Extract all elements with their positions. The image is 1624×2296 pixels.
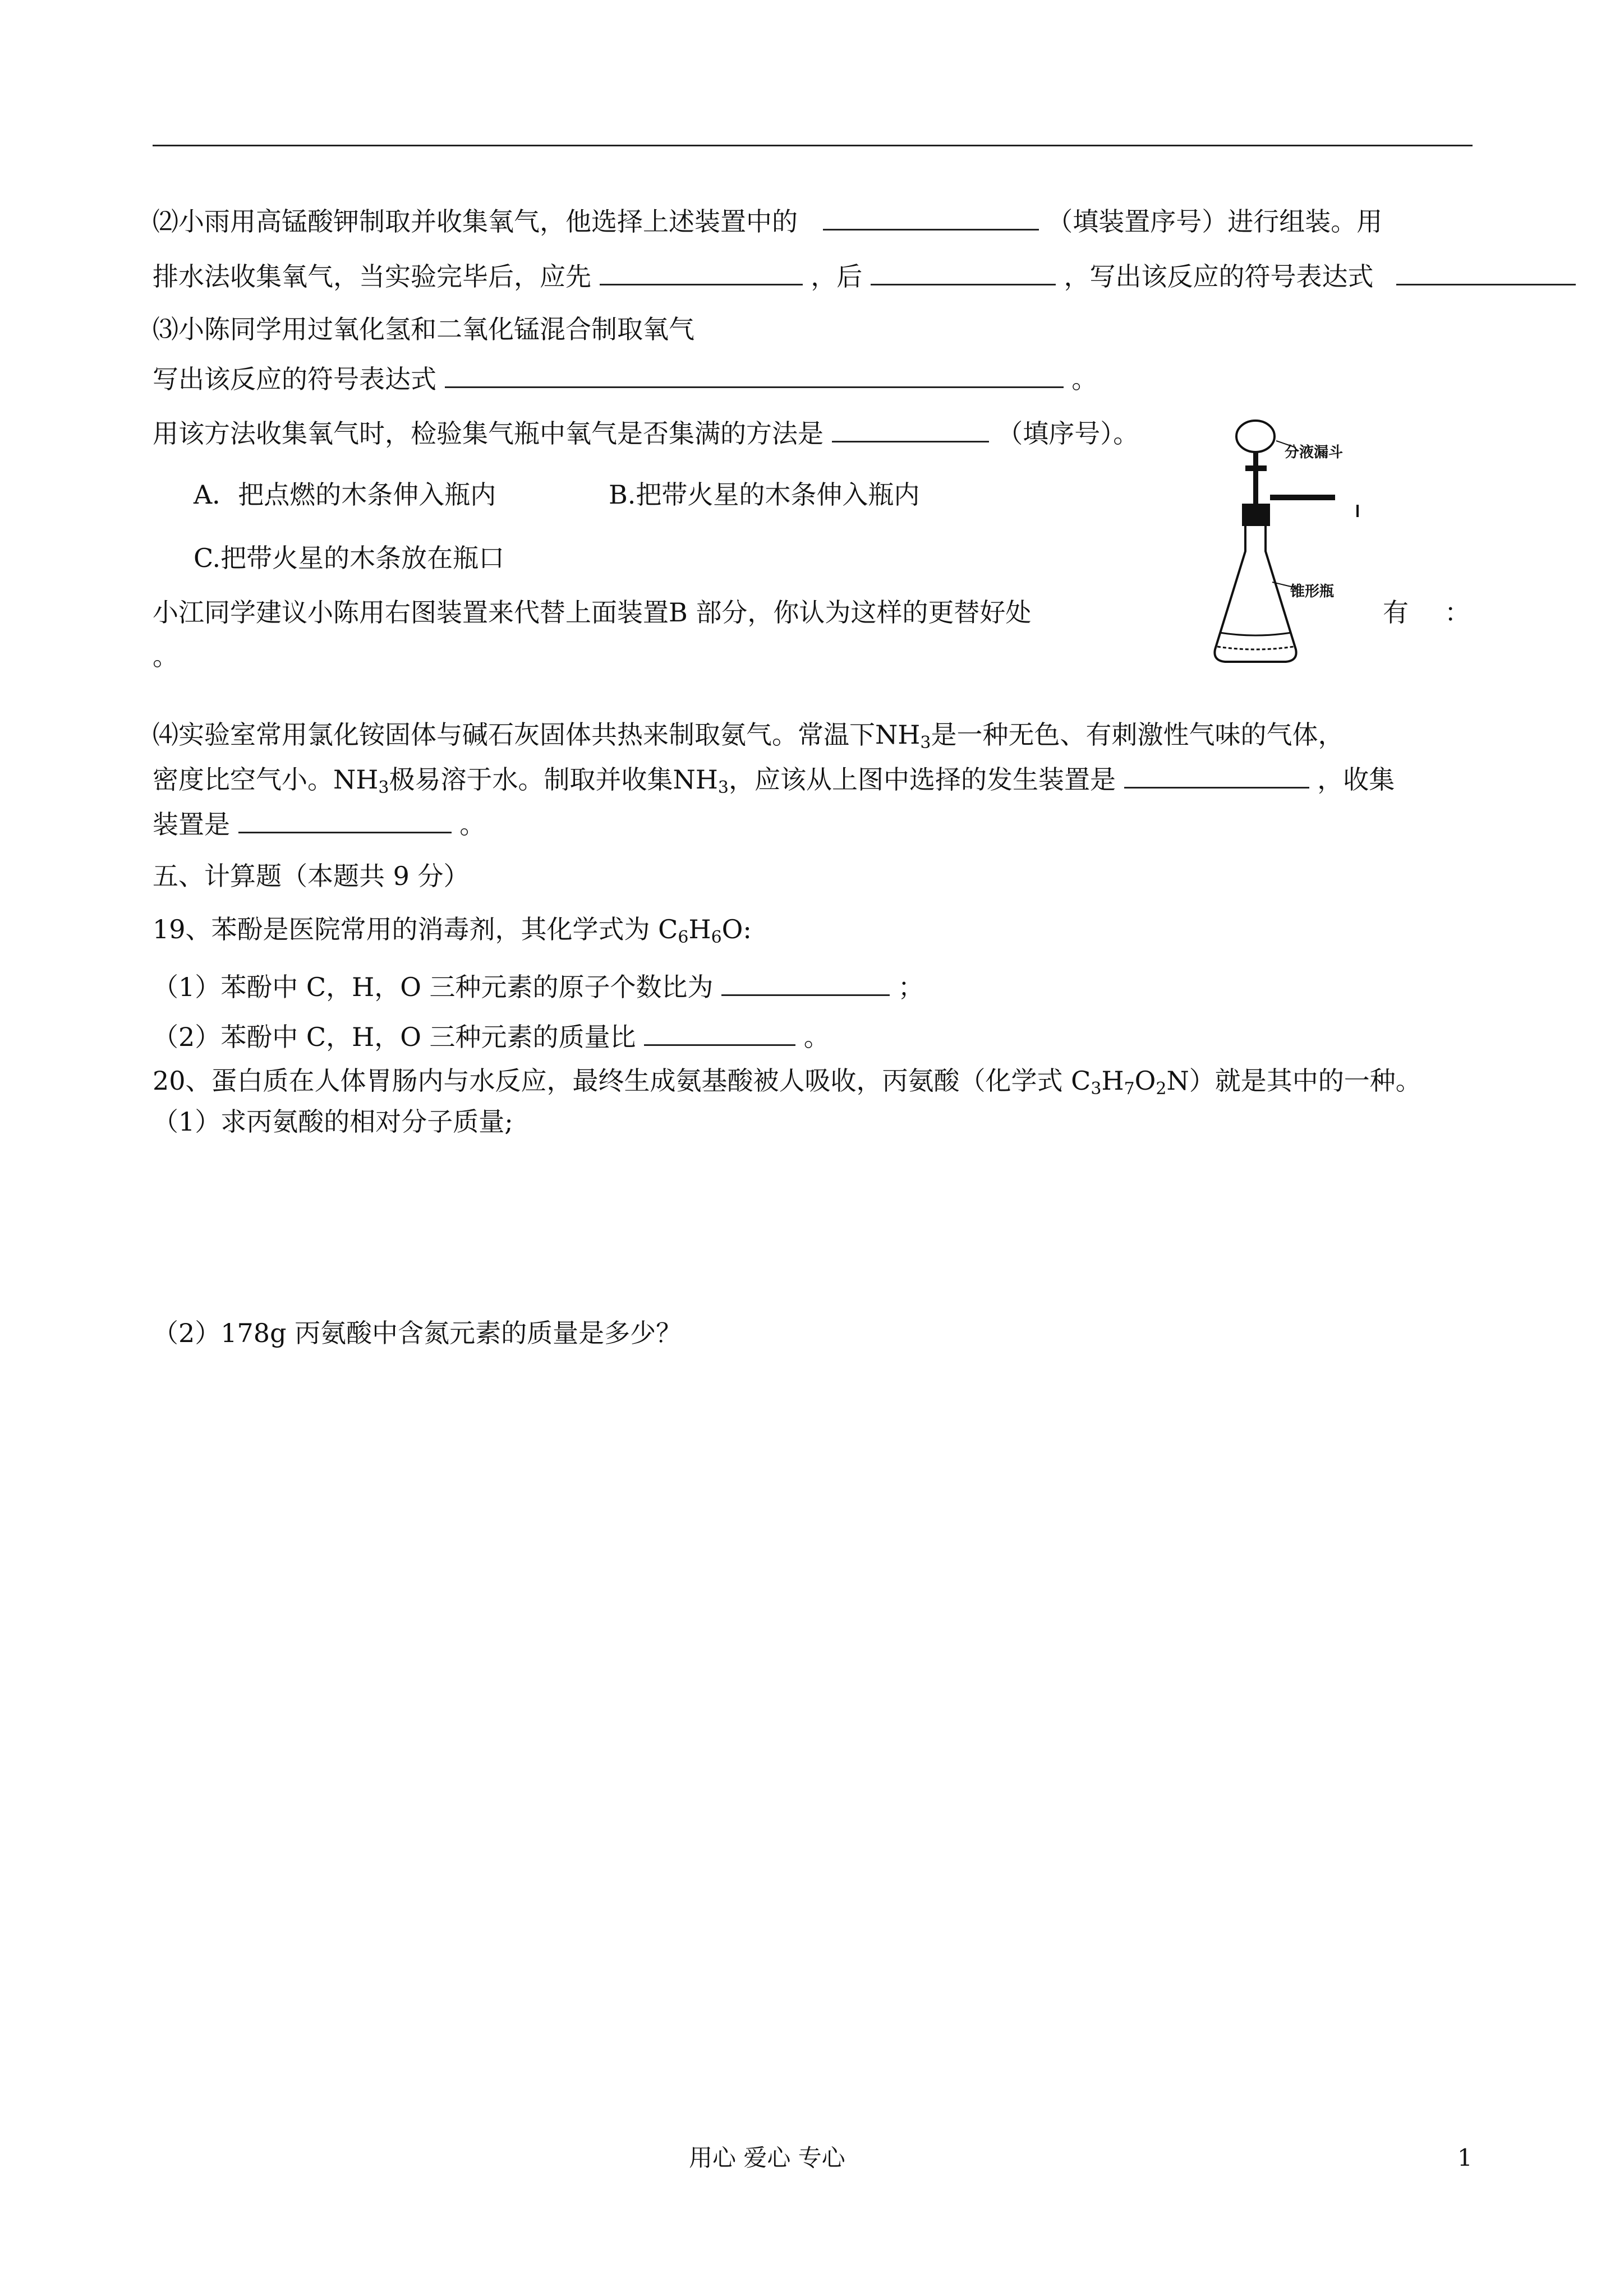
q2-text-2a: 排水法收集氧气，当实验完毕后，应先 [153,261,591,292]
q4-subscript-a: 3 [378,778,389,797]
q2-line-1 [153,203,1382,238]
label-separatory-funnel: 分液漏斗 [1285,444,1344,461]
q3-text-2b: 。 [1071,364,1098,394]
q20-sub-c: 3 [1091,1079,1102,1099]
q2-text-2c: ，写出该反应的符号表达式 [1064,261,1374,292]
q3-line-3 [153,415,1139,450]
q4-line-2 [153,761,1395,796]
q4-text-2d: ，收集 [1317,764,1395,795]
footer-motto: 用心 爱心 专心 [689,2144,845,2171]
apparatus-figure [1206,414,1397,672]
q3-line-6: 。 [153,641,178,671]
q19-stem [153,912,752,946]
q19-h: H [688,914,711,944]
q3-line-5: 小江同学建议小陈用右图装置来代替上面装置B 部分，你认为这样的更替好处 [153,597,1032,628]
q19-stem-end: O: [721,914,752,944]
q4-line-1 [153,718,1344,751]
q3-blank-method[interactable] [832,415,989,442]
q3-option-a: A．把点燃的木条伸入瓶内 [194,480,496,510]
q4-subscript: 3 [920,733,931,753]
q4-blank-collector[interactable] [238,806,452,833]
q2-text-2b: ，后 [811,261,863,292]
q2-blank-device[interactable] [823,203,1039,230]
q4-text-1a: ⑷实验室常用氯化铵固体与碱石灰固体共热来制取氨气。常温下 [153,720,875,750]
page-number: 1 [1457,2144,1473,2171]
section-5-heading: 五、计算题（本题共 9 分） [153,861,470,891]
q20-part-1: （1）求丙氨酸的相对分子质量; [153,1106,513,1137]
q20-part-2: （2）178g 丙氨酸中含氮元素的质量是多少？ [153,1318,682,1348]
q20-stem-end: N）就是其中的一种。 [1166,1066,1421,1096]
q4-formula-nh3-b: NH [673,764,718,795]
q3-text-3a: 用该方法收集氧气时，检验集气瓶中氧气是否集满的方法是 [153,418,823,449]
q20-sub-h: 7 [1124,1079,1135,1099]
q4-subscript-b: 3 [717,778,729,797]
q19-part-2 [153,1018,830,1054]
q19-blank-mass-ratio[interactable] [644,1018,795,1046]
q4-blank-generator[interactable] [1124,761,1309,789]
q19-part-2-text: （2）苯酚中 C，H，O 三种元素的质量比 [153,1022,636,1052]
q19-stem-text: 19、苯酚是医院常用的消毒剂，其化学式为 C [153,914,678,944]
q19-part-1-text: （1）苯酚中 C，H，O 三种元素的原子个数比为 [153,972,714,1002]
q19-part-1 [153,969,924,1004]
q2-text-1b: （填装置序号）进行组装。用 [1047,206,1383,237]
q20-stem [153,1064,1421,1098]
q3-text-3b: （填序号）。 [997,418,1139,449]
q3-text-2a: 写出该反应的符号表达式 [153,364,436,394]
q3-line-5-you: 有 [1383,597,1409,628]
q2-blank-equation[interactable] [1396,258,1576,285]
q19-part-1-end: ； [898,972,924,1002]
q4-line-3 [153,806,485,841]
q3-option-b: B.把带火星的木条伸入瓶内 [609,480,920,510]
q4-text-3a: 装置是 [153,809,230,840]
q20-stem-text: 20、蛋白质在人体胃肠内与水反应，最终生成氨基酸被人吸收，丙氨酸（化学式 C [153,1066,1091,1096]
q4-text-3b: 。 [459,809,486,840]
q19-blank-atom-ratio[interactable] [721,969,890,996]
q3-blank-equation[interactable] [445,361,1064,388]
q20-o: O [1134,1066,1156,1096]
q19-sub-c: 6 [678,928,689,947]
q4-text-1b: 是一种无色、有刺激性气味的气体， [931,720,1344,750]
q2-line-2 [153,258,1576,293]
q4-text-2c: ，应该从上图中选择的发生装置是 [728,764,1116,795]
q4-formula-nh3: NH [875,720,921,750]
q20-sub-o: 2 [1156,1079,1167,1099]
q19-sub-h: 6 [711,928,722,947]
q3-option-c: C.把带火星的木条放在瓶口 [194,543,505,573]
q2-blank-first-step[interactable] [600,258,803,285]
q4-formula-nh3-a: NH [333,764,379,795]
q4-text-2a: 密度比空气小。 [153,764,333,795]
q3-line-5-colon: ： [1444,597,1470,628]
q2-text-1a: ⑵小雨用高锰酸钾制取并收集氧气，他选择上述装置中的 [153,206,798,237]
q2-blank-second-step[interactable] [871,258,1056,285]
label-conical-flask: 锥形瓶 [1290,583,1335,600]
header-rule [153,145,1473,146]
q4-text-2b: 极易溶于水。制取并收集 [389,764,673,795]
q20-h: H [1101,1066,1124,1096]
q3-line-2 [153,361,1097,396]
q19-part-2-end: 。 [803,1022,830,1052]
q3-line-1: ⑶小陈同学用过氧化氢和二氧化锰混合制取氧气 [153,314,694,344]
